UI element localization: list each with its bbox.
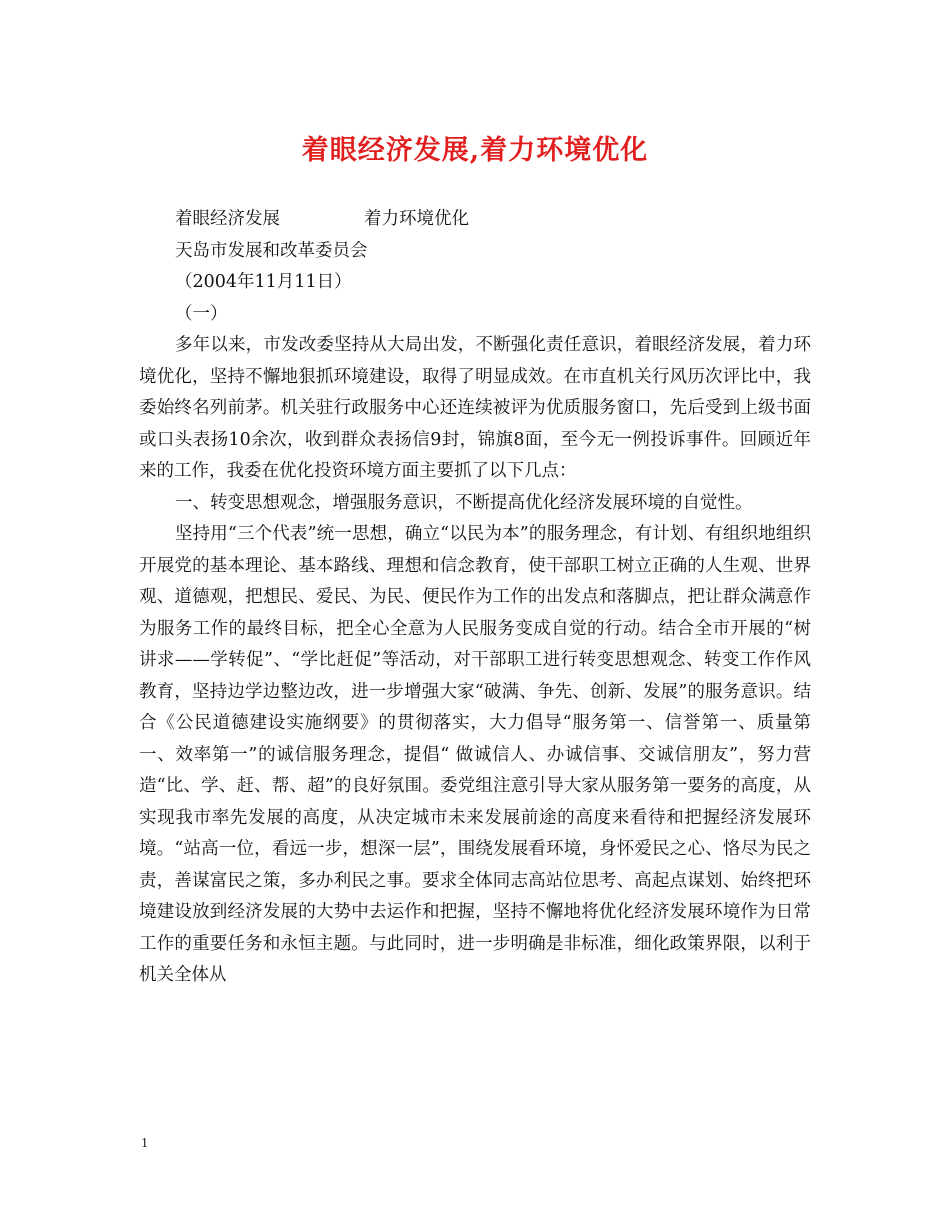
section-marker: （一） (175, 303, 228, 324)
paragraph-body: 坚持用“三个代表”统一思想，确立“以民为本”的服务理念，有计划、有组织地组织开展党的基本理论、基本路线、理想和信念教育，使干部职工树立正确的人生观、世界观、道德观，把想民、爱民、为民、便民作为工作的出发点和落脚点，把让群众满意作为服务工作的最终目标，把全心全意为人民服务变成自觉的行动。结合全市开展的“树讲求——学转促”、“学比赶促”等活动，对干部职工进行转变思想观念、转变工作作风教育，坚持边学边整边改，进一步增强大家“破满、争先、创新、发展”的服务意识。结合《公民道德建设实施纲要》的贯彻落实，大力倡导“服务第一、信誉第一、质量第一、效率第一”的诚信服务理念，提倡“ 做诚信人、办诚信事、交诚信朋友”，努力营造“比、学、赶、帮、超”的良好氛围。委党组注意引导大家从服务第一要务的高度，从实现我市率先发展的高度，从决定城市未来发展前途的高度来看待和把握经济发展环境。“站高一位，看远一步，想深一层”，围绕发展看环境，身怀爱民之心、恪尽为民之责，善谋富民之策，多办利民之事。要求全体同志高站位思考、高起点谋划、始终把环境建设放到经济发展的大势中去运作和把握，坚持不懈地将优化经济发展环境作为日常工作的重要任务和永恒主题。与此同时，进一步明确是非标准，细化政策界限，以利于机关全体从 (139, 524, 811, 985)
paragraph-intro: 多年以来，市发改委坚持从大局出发，不断强化责任意识，着眼经济发展，着力环境优化，坚持不懈地狠抓环境建设，取得了明显成效。在市直机关行风历次评比中，我委始终名列前茅。机关驻行政服务中心还连续被评为优质服务窗口，先后受到上级书面或口头表扬10余次，收到群众表扬信9封，锦旗8面，至今无一例投诉事件。回顾近年来的工作，我委在优化投资环境方面主要抓了以下几点： (139, 335, 811, 481)
organization-line: 天岛市发展和改革委员会 (175, 240, 368, 261)
subtitle-right: 着力环境优化 (364, 209, 469, 229)
document-body (139, 204, 811, 992)
subtitle-left: 着眼经济发展 (175, 209, 280, 229)
date-line: （2004年11月11日） (175, 272, 352, 292)
page-number: 1 (141, 1136, 148, 1151)
paragraph-heading-one: 一、转变思想观念，增强服务意识，不断提高优化经济发展环境的自觉性。 (175, 492, 753, 513)
document-title: 着眼经济发展,着力环境优化 (301, 135, 649, 166)
subtitle-line (139, 204, 811, 236)
